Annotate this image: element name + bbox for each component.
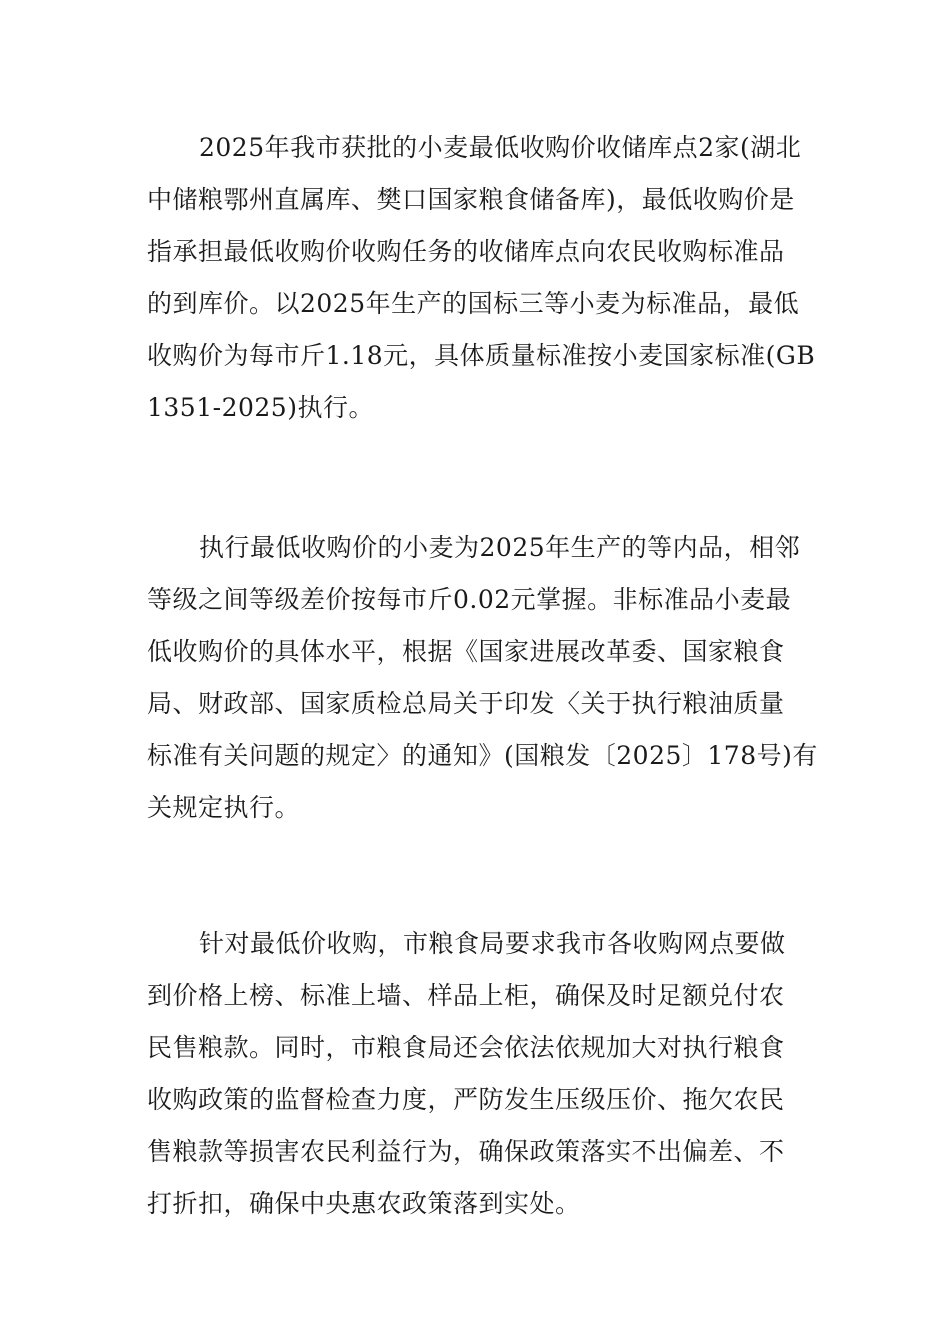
paragraph-line: 局、财政部、国家质检总局关于印发〈关于执行粮油质量 <box>147 689 785 718</box>
paragraph-line: 执行最低收购价的小麦为2025年生产的等内品，相邻 <box>199 533 801 562</box>
paragraph-line: 售粮款等损害农民利益行为，确保政策落实不出偏差、不 <box>147 1137 785 1166</box>
paragraph-line: 1351-2025)执行。 <box>147 393 374 422</box>
paragraph-line: 指承担最低收购价收购任务的收储库点向农民收购标准品 <box>147 237 785 266</box>
paragraph-line: 低收购价的具体水平，根据《国家进展改革委、国家粮食 <box>147 637 785 666</box>
paragraph-supervision <box>147 918 807 1230</box>
paragraph-line: 关规定执行。 <box>147 793 301 822</box>
paragraph-grade-price-difference <box>147 522 818 834</box>
paragraph-line: 民售粮款。同时，市粮食局还会依法依规加大对执行粮食 <box>147 1033 785 1062</box>
paragraph-line: 的到库价。以2025年生产的国标三等小麦为标准品，最低 <box>147 289 800 318</box>
paragraph-line: 收购价为每市斤1.18元，具体质量标准按小麦国家标准(GB <box>147 341 816 370</box>
paragraph-line: 针对最低价收购，市粮食局要求我市各收购网点要做 <box>199 929 786 958</box>
paragraph-line: 等级之间等级差价按每市斤0.02元掌握。非标准品小麦最 <box>147 585 792 614</box>
paragraph-minimum-purchase-price <box>147 122 816 434</box>
paragraph-line: 中储粮鄂州直属库、樊口国家粮食储备库)，最低收购价是 <box>147 185 795 214</box>
paragraph-line: 标准有关问题的规定〉的通知》(国粮发〔2025〕178号)有 <box>147 741 818 770</box>
paragraph-line: 收购政策的监督检查力度，严防发生压级压价、拖欠农民 <box>147 1085 785 1114</box>
paragraph-line: 2025年我市获批的小麦最低收购价收储库点2家(湖北 <box>199 133 802 162</box>
paragraph-line: 打折扣，确保中央惠农政策落到实处。 <box>147 1189 581 1218</box>
paragraph-line: 到价格上榜、标准上墙、样品上柜，确保及时足额兑付农 <box>147 981 785 1010</box>
